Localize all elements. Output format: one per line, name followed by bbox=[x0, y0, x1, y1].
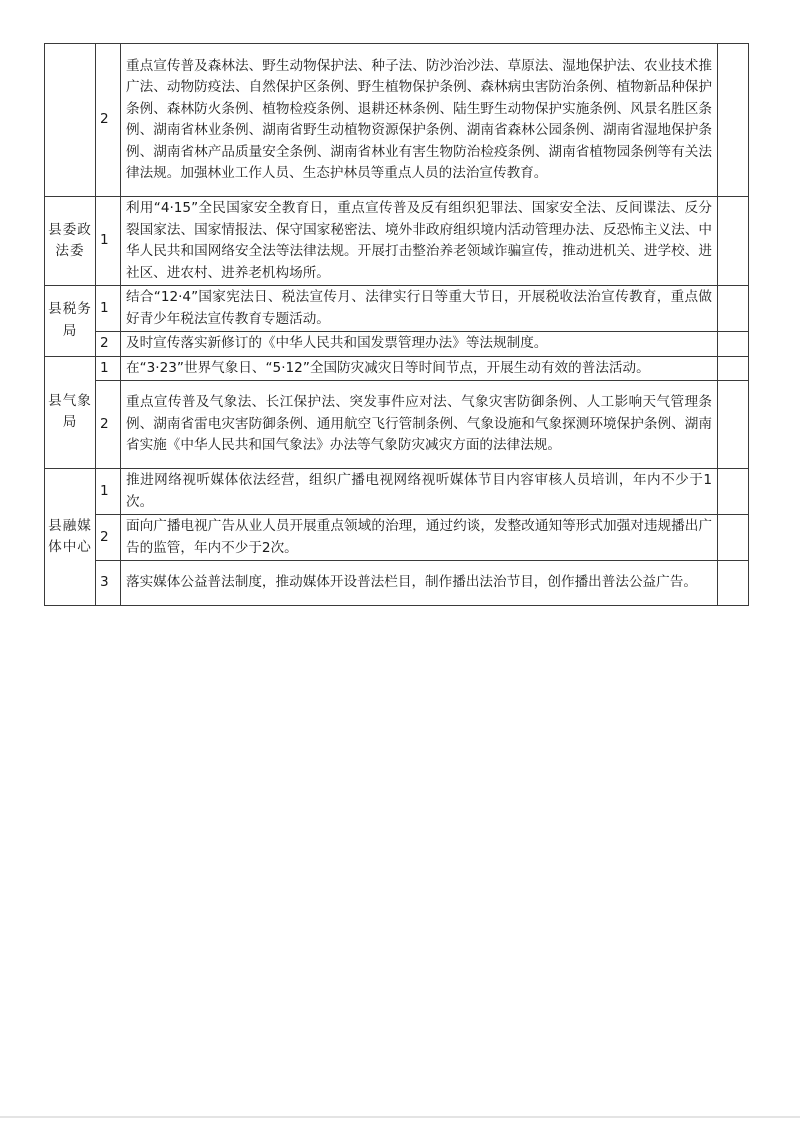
table-row bbox=[45, 44, 749, 197]
table-row bbox=[45, 381, 749, 469]
item-content: 及时宣传落实新修订的《中华人民共和国发票管理办法》等法规制度。 bbox=[121, 332, 718, 357]
dept-name-zhengfawei: 县委政法委 bbox=[45, 197, 96, 286]
item-number: 1 bbox=[96, 356, 121, 381]
remark-cell bbox=[718, 44, 749, 197]
table-row bbox=[45, 469, 749, 515]
item-content: 结合“12·4”国家宪法日、税法宣传月、法律实行日等重大节日，开展税收法治宣传教育，重点做好青少年税法宣传教育专题活动。 bbox=[121, 286, 718, 332]
table-row bbox=[45, 356, 749, 381]
item-number: 1 bbox=[96, 469, 121, 515]
remark-cell bbox=[718, 381, 749, 469]
table-row bbox=[45, 286, 749, 332]
table-row bbox=[45, 515, 749, 561]
law-publicity-task-table bbox=[44, 43, 749, 606]
item-content: 推进网络视听媒体依法经营，组织广播电视网络视听媒体节目内容审核人员培训，年内不少于1次。 bbox=[121, 469, 718, 515]
item-number: 2 bbox=[96, 332, 121, 357]
item-number: 1 bbox=[96, 197, 121, 286]
item-content: 重点宣传普及森林法、野生动物保护法、种子法、防沙治沙法、草原法、湿地保护法、农业技术推广法、动物防疫法、自然保护区条例、野生植物保护条例、森林病虫害防治条例、植物新品种保护条例、森林防火条例、植物检疫条例、退耕还林条例、陆生野生动物保护实施条例、风景名胜区条例、湖南省林业条例、湖南省野生动植物资源保护条例、湖南省森林公园条例、湖南省湿地保护条例、湖南省林产品质量安全条例、湖南省林业有害生物防治检疫条例、湖南省植物园条例等有关法律法规。加强林业工作人员、生态护林员等重点人员的法治宣传教育。 bbox=[121, 44, 718, 197]
item-number: 3 bbox=[96, 561, 121, 606]
dept-name-shuiwu: 县税务局 bbox=[45, 286, 96, 357]
remark-cell bbox=[718, 515, 749, 561]
table-row bbox=[45, 197, 749, 286]
remark-cell bbox=[718, 197, 749, 286]
table-row bbox=[45, 561, 749, 606]
item-content: 面向广播电视广告从业人员开展重点领域的治理，通过约谈，发整改通知等形式加强对违规播出广告的监管，年内不少于2次。 bbox=[121, 515, 718, 561]
item-content: 利用“4·15”全民国家安全教育日，重点宣传普及反有组织犯罪法、国家安全法、反间谍法、反分裂国家法、国家情报法、保守国家秘密法、境外非政府组织境内活动管理办法、反恐怖主义法、中华人民共和国网络安全法等法律法规。开展打击整治养老领域诈骗宣传，推动进机关、进学校、进社区、进农村、进养老机构场所。 bbox=[121, 197, 718, 286]
remark-cell bbox=[718, 561, 749, 606]
item-content: 在“3·23”世界气象日、“5·12”全国防灾减灾日等时间节点，开展生动有效的普法活动。 bbox=[121, 356, 718, 381]
dept-name-qixiang: 县气象局 bbox=[45, 356, 96, 469]
item-number: 2 bbox=[96, 44, 121, 197]
remark-cell bbox=[718, 332, 749, 357]
dept-cell-continued bbox=[45, 44, 96, 197]
item-number: 2 bbox=[96, 515, 121, 561]
table-row bbox=[45, 332, 749, 357]
remark-cell bbox=[718, 469, 749, 515]
dept-name-rongmeiti: 县融媒体中心 bbox=[45, 469, 96, 606]
remark-cell bbox=[718, 286, 749, 332]
item-number: 1 bbox=[96, 286, 121, 332]
page-bottom-edge bbox=[0, 1116, 800, 1118]
item-content: 重点宣传普及气象法、长江保护法、突发事件应对法、气象灾害防御条例、人工影响天气管理条例、湖南省雷电灾害防御条例、通用航空飞行管制条例、气象设施和气象探测环境保护条例、湖南省实施《中华人民共和国气象法》办法等气象防灾减灾方面的法律法规。 bbox=[121, 381, 718, 469]
remark-cell bbox=[718, 356, 749, 381]
item-number: 2 bbox=[96, 381, 121, 469]
item-content: 落实媒体公益普法制度，推动媒体开设普法栏目，制作播出法治节目，创作播出普法公益广告。 bbox=[121, 561, 718, 606]
